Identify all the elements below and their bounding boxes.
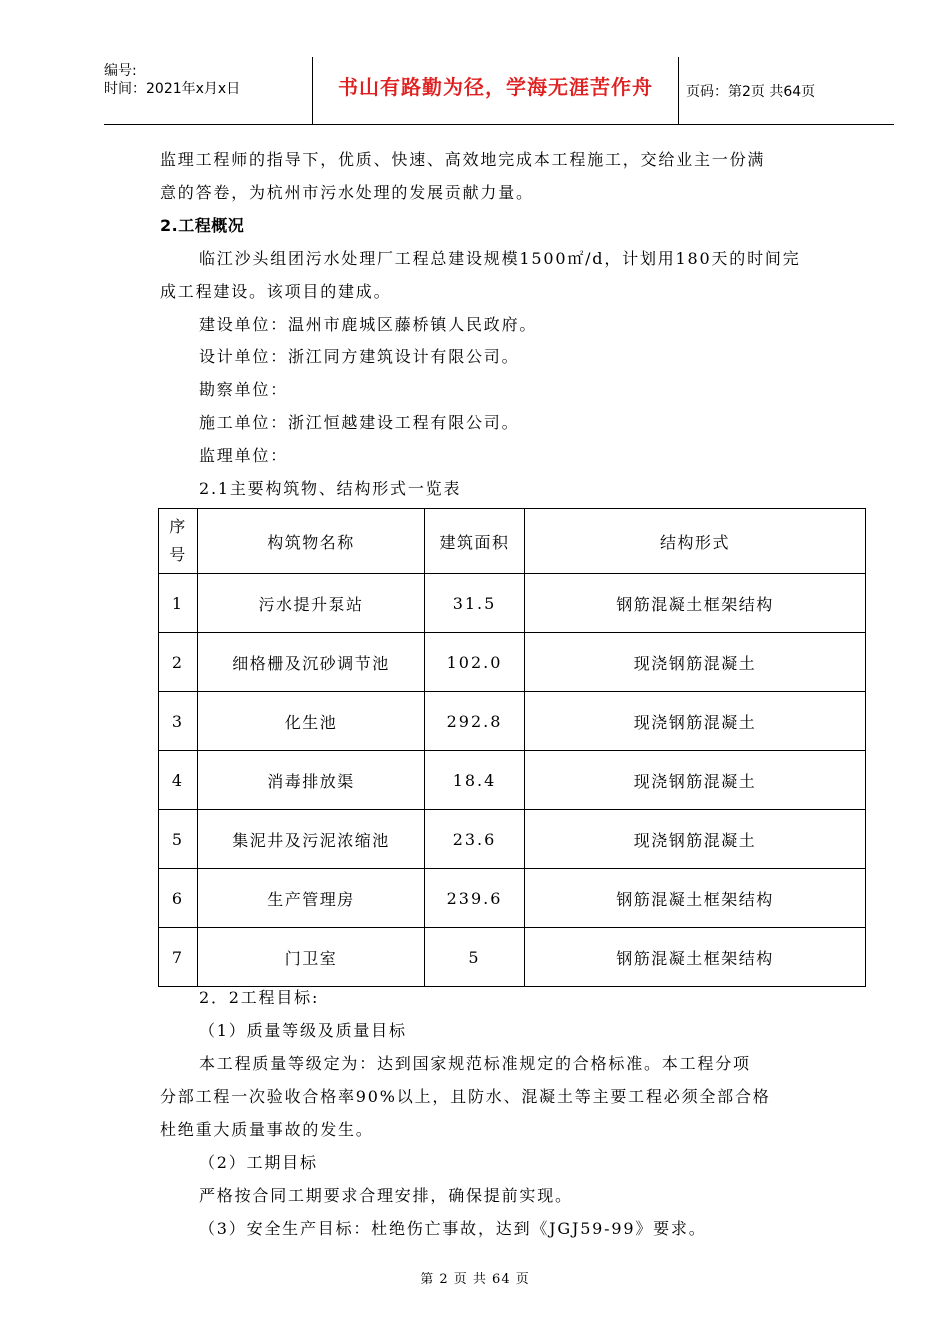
- table-row: [159, 633, 866, 692]
- header-structure: 结构形式: [525, 509, 866, 574]
- cell-structure: 现浇钢筋混凝土: [525, 751, 866, 810]
- cell-structure: 现浇钢筋混凝土: [525, 633, 866, 692]
- section-heading: 2.工程概况: [160, 216, 245, 235]
- paragraph-line: 本工程质量等级定为：达到国家规范标准规定的合格标准。本工程分项: [199, 1054, 751, 1073]
- page-header: [104, 57, 894, 125]
- quality-heading: （1）质量等级及质量目标: [199, 1021, 407, 1040]
- paragraph-line: 意的答卷，为杭州市污水处理的发展贡献力量。: [160, 183, 534, 202]
- cell-area: 292.8: [425, 692, 525, 751]
- cell-seq: 4: [159, 751, 198, 810]
- cell-area: 5: [425, 928, 525, 987]
- cell-name: 污水提升泵站: [198, 574, 425, 633]
- cell-area: 102.0: [425, 633, 525, 692]
- table-row: [159, 574, 866, 633]
- paragraph-line: 分部工程一次验收合格率90%以上，且防水、混凝土等主要工程必须全部合格: [160, 1087, 771, 1106]
- header-seq-top: 序: [169, 517, 187, 536]
- supervisor-unit: 监理单位：: [199, 446, 289, 465]
- cell-name: 消毒排放渠: [198, 751, 425, 810]
- cell-name: 集泥井及污泥浓缩池: [198, 810, 425, 869]
- cell-area: 18.4: [425, 751, 525, 810]
- cell-seq: 3: [159, 692, 198, 751]
- cell-name: 门卫室: [198, 928, 425, 987]
- cell-area: 23.6: [425, 810, 525, 869]
- table-row: [159, 751, 866, 810]
- cell-structure: 钢筋混凝土框架结构: [525, 574, 866, 633]
- paragraph-line: 监理工程师的指导下，优质、快速、高效地完成本工程施工，交给业主一份满: [160, 150, 766, 169]
- cell-structure: 钢筋混凝土框架结构: [525, 869, 866, 928]
- cell-name: 细格栅及沉砂调节池: [198, 633, 425, 692]
- cell-seq: 1: [159, 574, 198, 633]
- cell-seq: 5: [159, 810, 198, 869]
- table-row: [159, 869, 866, 928]
- header-page-number: 页码：第2页 共64页: [686, 84, 816, 100]
- header-area: 建筑面积: [425, 509, 525, 574]
- table-header-row: [159, 509, 866, 574]
- cell-seq: 2: [159, 633, 198, 692]
- cell-area: 239.6: [425, 869, 525, 928]
- paragraph-line: 杜绝重大质量事故的发生。: [160, 1120, 374, 1139]
- goals-heading: 2．2工程目标:: [199, 988, 320, 1007]
- header-name: 构筑物名称: [198, 509, 425, 574]
- document-time-label: 时间：2021年x月x日: [104, 81, 241, 97]
- cell-seq: 6: [159, 869, 198, 928]
- header-left: [104, 57, 304, 98]
- designer-unit: 设计单位：浙江同方建筑设计有限公司。: [199, 347, 520, 366]
- cell-structure: 钢筋混凝土框架结构: [525, 928, 866, 987]
- paragraph-line: 临江沙头组团污水处理厂工程总建设规模1500㎡/d，计划用180天的时间完: [199, 249, 801, 268]
- surveyor-unit: 勘察单位：: [199, 380, 289, 399]
- schedule-heading: （2）工期目标: [199, 1153, 318, 1172]
- page-footer: 第 2 页 共 64 页: [420, 1272, 530, 1287]
- cell-seq: 7: [159, 928, 198, 987]
- safety-goal: （3）安全生产目标：杜绝伤亡事故，达到《JGJ59-99》要求。: [199, 1219, 707, 1238]
- header-seq-bottom: 号: [169, 545, 187, 564]
- table-row: [159, 928, 866, 987]
- paragraph-line: 成工程建设。该项目的建成。: [160, 282, 392, 301]
- contractor-unit: 施工单位：浙江恒越建设工程有限公司。: [199, 413, 520, 432]
- cell-area: 31.5: [425, 574, 525, 633]
- table-row: [159, 810, 866, 869]
- document-number-label: 编号:: [104, 63, 137, 79]
- cell-structure: 现浇钢筋混凝土: [525, 810, 866, 869]
- cell-structure: 现浇钢筋混凝土: [525, 692, 866, 751]
- header-seq: [159, 509, 198, 574]
- cell-name: 化生池: [198, 692, 425, 751]
- builder-unit: 建设单位：温州市鹿城区藤桥镇人民政府。: [199, 315, 538, 334]
- header-divider-right: [678, 57, 679, 124]
- table-title: 2.1主要构筑物、结构形式一览表: [199, 479, 462, 498]
- structures-table: [158, 508, 866, 987]
- cell-name: 生产管理房: [198, 869, 425, 928]
- paragraph-line: 严格按合同工期要求合理安排，确保提前实现。: [199, 1186, 573, 1205]
- header-motto: 书山有路勤为径，学海无涯苦作舟: [338, 75, 653, 99]
- table-row: [159, 692, 866, 751]
